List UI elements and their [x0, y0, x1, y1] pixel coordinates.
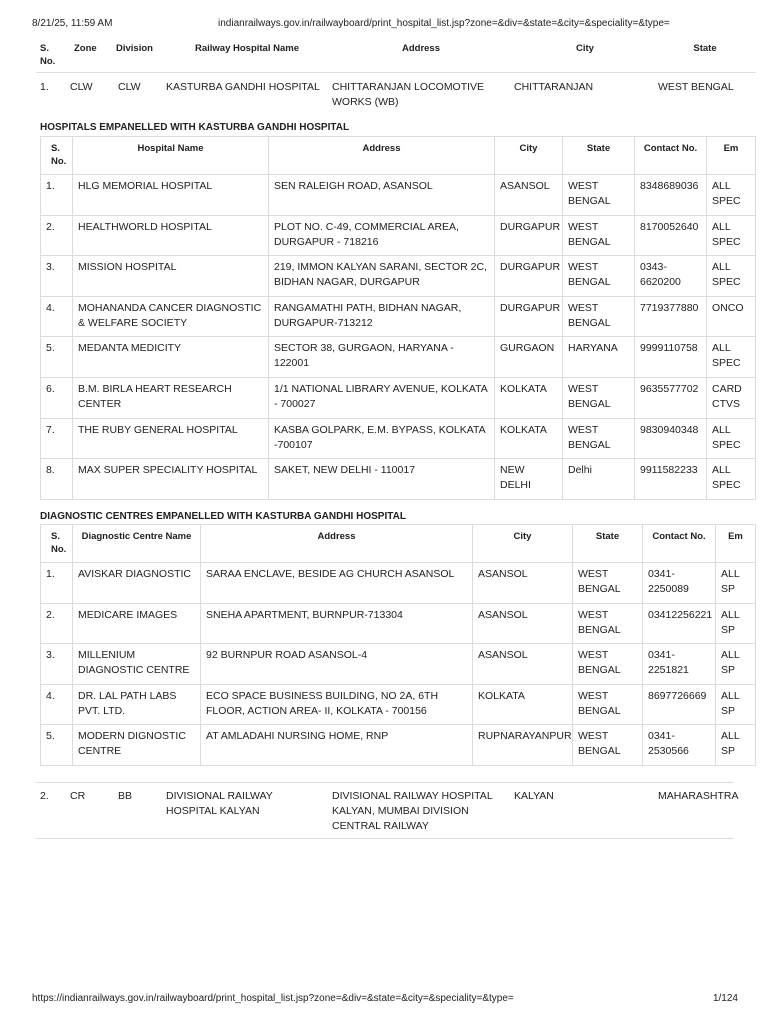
cell-contact: 0343-6620200	[635, 256, 707, 297]
cell-address: SECTOR 38, GURGAON, HARYANA - 122001	[269, 337, 495, 378]
cell-speciality: ONCO	[707, 296, 756, 337]
col-hospital-name: Hospital Name	[73, 137, 269, 175]
table-row	[41, 459, 756, 500]
cell-contact: 8170052640	[635, 215, 707, 256]
cell-city: DURGAPUR	[495, 256, 563, 297]
cell-speciality: ALL SPEC	[707, 459, 756, 500]
cell-speciality: ALL SPEC	[707, 256, 756, 297]
cell-city: KOLKATA	[495, 418, 563, 459]
col-sno: S. No.	[36, 40, 70, 72]
cell-name: MEDICARE IMAGES	[73, 603, 201, 644]
cell-address: 92 BURNPUR ROAD ASANSOL-4	[201, 644, 473, 685]
table-row	[41, 175, 756, 216]
row-divider	[36, 782, 734, 783]
cell-name: MOHANANDA CANCER DIAGNOSTIC & WELFARE SOCIETY	[73, 296, 269, 337]
col-contact: Contact No.	[635, 137, 707, 175]
cell-speciality: ALL SPEC	[707, 418, 756, 459]
cell-city: DURGAPUR	[495, 215, 563, 256]
cell-sno: 1.	[41, 563, 73, 604]
col-state: State	[573, 525, 643, 563]
cell-contact: 9911582233	[635, 459, 707, 500]
print-footer	[32, 993, 738, 1007]
cell-division: CLW	[118, 81, 141, 93]
cell-division: BB	[118, 790, 133, 802]
cell-sno: 2.	[41, 603, 73, 644]
cell-sno: 8.	[41, 459, 73, 500]
col-address: Address	[201, 525, 473, 563]
cell-sno: 4.	[41, 684, 73, 725]
cell-city: ASANSOL	[473, 563, 573, 604]
cell-city: ASANSOL	[495, 175, 563, 216]
cell-speciality: ALL SP	[716, 563, 756, 604]
cell-state: MAHARASHTRA	[658, 790, 739, 802]
col-centre-name: Diagnostic Centre Name	[73, 525, 201, 563]
cell-contact: 0341-2250089	[643, 563, 716, 604]
col-sno: S. No.	[41, 525, 73, 563]
cell-address: SNEHA APARTMENT, BURNPUR-713304	[201, 603, 473, 644]
cell-address: SARAA ENCLAVE, BESIDE AG CHURCH ASANSOL	[201, 563, 473, 604]
cell-city: NEW DELHI	[495, 459, 563, 500]
cell-contact: 0341-2251821	[643, 644, 716, 685]
cell-address: SEN RALEIGH ROAD, ASANSOL	[269, 175, 495, 216]
cell-state: WEST BENGAL	[573, 563, 643, 604]
col-speciality: Em	[716, 525, 756, 563]
main-table-row	[36, 787, 756, 836]
table-row	[41, 603, 756, 644]
cell-zone: CR	[70, 790, 86, 802]
cell-state: WEST BENGAL	[563, 256, 635, 297]
cell-sno: 3.	[41, 256, 73, 297]
table-row	[41, 215, 756, 256]
cell-sno: 4.	[41, 296, 73, 337]
cell-address: DIVISIONAL RAILWAY HOSPITAL KALYAN, MUMBAI DIVISION CENTRAL RAILWAY	[332, 790, 493, 832]
cell-state: HARYANA	[563, 337, 635, 378]
cell-state: Delhi	[563, 459, 635, 500]
cell-address: PLOT NO. C-49, COMMERCIAL AREA, DURGAPUR - 718216	[269, 215, 495, 256]
cell-city: KOLKATA	[495, 377, 563, 418]
cell-contact: 0341-2530566	[643, 725, 716, 766]
cell-speciality: ALL SPEC	[707, 215, 756, 256]
cell-sno: 3.	[41, 644, 73, 685]
cell-city: DURGAPUR	[495, 296, 563, 337]
cell-state: WEST BENGAL	[563, 377, 635, 418]
cell-address: CHITTARANJAN LOCOMOTIVE WORKS (WB)	[332, 81, 485, 108]
cell-name: MODERN DIGNOSTIC CENTRE	[73, 725, 201, 766]
col-city: City	[516, 40, 654, 72]
cell-speciality: ALL SP	[716, 684, 756, 725]
cell-contact: 8348689036	[635, 175, 707, 216]
col-city: City	[495, 137, 563, 175]
cell-name: MAX SUPER SPECIALITY HOSPITAL	[73, 459, 269, 500]
cell-state: WEST BENGAL	[563, 296, 635, 337]
table-row	[41, 644, 756, 685]
col-city: City	[473, 525, 573, 563]
hospitals-section-title: HOSPITALS EMPANELLED WITH KASTURBA GANDHI HOSPITAL	[40, 122, 350, 133]
cell-state: WEST BENGAL	[573, 644, 643, 685]
print-url: indianrailways.gov.in/railwayboard/print_hospital_list.jsp?zone=&div=&state=&city=&speciality=&type=	[218, 18, 670, 29]
cell-address: KASBA GOLPARK, E.M. BYPASS, KOLKATA -700107	[269, 418, 495, 459]
cell-city: KALYAN	[514, 790, 554, 802]
cell-name: HLG MEMORIAL HOSPITAL	[73, 175, 269, 216]
cell-state: WEST BENGAL	[573, 684, 643, 725]
cell-state: WEST BENGAL	[563, 418, 635, 459]
table-row	[41, 256, 756, 297]
cell-address: ECO SPACE BUSINESS BUILDING, NO 2A, 6TH FLOOR, ACTION AREA- II, KOLKATA - 700156	[201, 684, 473, 725]
cell-city: KOLKATA	[473, 684, 573, 725]
cell-city: ASANSOL	[473, 603, 573, 644]
row-divider	[36, 838, 734, 839]
cell-contact: 9999110758	[635, 337, 707, 378]
cell-sno: 1.	[40, 81, 49, 93]
col-sno: S. No.	[41, 137, 73, 175]
cell-sno: 6.	[41, 377, 73, 418]
print-footer-url: https://indianrailways.gov.in/railwayboard/print_hospital_list.jsp?zone=&div=&state=&city=&speciality=&type=	[32, 993, 514, 1004]
table-row	[41, 296, 756, 337]
col-address: Address	[269, 137, 495, 175]
cell-address: 219, IMMON KALYAN SARANI, SECTOR 2C, BIDHAN NAGAR, DURGAPUR	[269, 256, 495, 297]
cell-speciality: ALL SP	[716, 644, 756, 685]
col-speciality: Em	[707, 137, 756, 175]
cell-name: DR. LAL PATH LABS PVT. LTD.	[73, 684, 201, 725]
page-number: 1/124	[712, 993, 738, 1004]
col-state: State	[563, 137, 635, 175]
cell-contact: 9830940348	[635, 418, 707, 459]
cell-speciality: CARD CTVS	[707, 377, 756, 418]
col-state: State	[654, 40, 756, 72]
table-row	[41, 563, 756, 604]
hospitals-table	[40, 136, 756, 500]
table-row	[41, 418, 756, 459]
table-row	[41, 377, 756, 418]
print-datetime: 8/21/25, 11:59 AM	[32, 18, 113, 29]
cell-city: CHITTARANJAN	[514, 81, 594, 93]
cell-state: WEST BENGAL	[573, 725, 643, 766]
col-zone: Zone	[70, 40, 112, 72]
cell-state: WEST BENGAL	[563, 215, 635, 256]
cell-name: MISSION HOSPITAL	[73, 256, 269, 297]
main-table-header	[36, 40, 756, 73]
cell-sno: 2.	[40, 790, 49, 802]
cell-name: MEDANTA MEDICITY	[73, 337, 269, 378]
cell-address: 1/1 NATIONAL LIBRARY AVENUE, KOLKATA - 700027	[269, 377, 495, 418]
cell-speciality: ALL SPEC	[707, 337, 756, 378]
table-row	[41, 337, 756, 378]
table-row	[41, 725, 756, 766]
cell-contact: 8697726669	[643, 684, 716, 725]
cell-city: ASANSOL	[473, 644, 573, 685]
cell-contact: 7719377880	[635, 296, 707, 337]
cell-sno: 5.	[41, 725, 73, 766]
diagnostics-section-title: DIAGNOSTIC CENTRES EMPANELLED WITH KASTURBA GANDHI HOSPITAL	[40, 511, 406, 522]
cell-name: B.M. BIRLA HEART RESEARCH CENTER	[73, 377, 269, 418]
cell-contact: 03412256221	[643, 603, 716, 644]
cell-speciality: ALL SPEC	[707, 175, 756, 216]
cell-state: WEST BENGAL	[563, 175, 635, 216]
cell-address: SAKET, NEW DELHI - 110017	[269, 459, 495, 500]
cell-address: RANGAMATHI PATH, BIDHAN NAGAR, DURGAPUR-713212	[269, 296, 495, 337]
cell-name: HEALTHWORLD HOSPITAL	[73, 215, 269, 256]
cell-city: RUPNARAYANPUR	[473, 725, 573, 766]
col-contact: Contact No.	[643, 525, 716, 563]
diagnostics-table	[40, 524, 756, 766]
cell-state: WEST BENGAL	[658, 81, 734, 93]
cell-name: AVISKAR DIAGNOSTIC	[73, 563, 201, 604]
main-table-row	[36, 78, 756, 112]
cell-name: MILLENIUM DIAGNOSTIC CENTRE	[73, 644, 201, 685]
cell-zone: CLW	[70, 81, 93, 93]
cell-speciality: ALL SP	[716, 603, 756, 644]
cell-name: THE RUBY GENERAL HOSPITAL	[73, 418, 269, 459]
col-address: Address	[326, 40, 516, 72]
cell-sno: 7.	[41, 418, 73, 459]
cell-sno: 5.	[41, 337, 73, 378]
cell-sno: 1.	[41, 175, 73, 216]
cell-hospital-name: KASTURBA GANDHI HOSPITAL	[166, 81, 320, 93]
col-hospital-name: Railway Hospital Name	[168, 40, 326, 72]
col-division: Division	[112, 40, 168, 72]
cell-contact: 9635577702	[635, 377, 707, 418]
cell-state: WEST BENGAL	[573, 603, 643, 644]
cell-speciality: ALL SP	[716, 725, 756, 766]
cell-sno: 2.	[41, 215, 73, 256]
cell-hospital-name: DIVISIONAL RAILWAY HOSPITAL KALYAN	[166, 790, 273, 817]
cell-city: GURGAON	[495, 337, 563, 378]
cell-address: AT AMLADAHI NURSING HOME, RNP	[201, 725, 473, 766]
table-row	[41, 684, 756, 725]
